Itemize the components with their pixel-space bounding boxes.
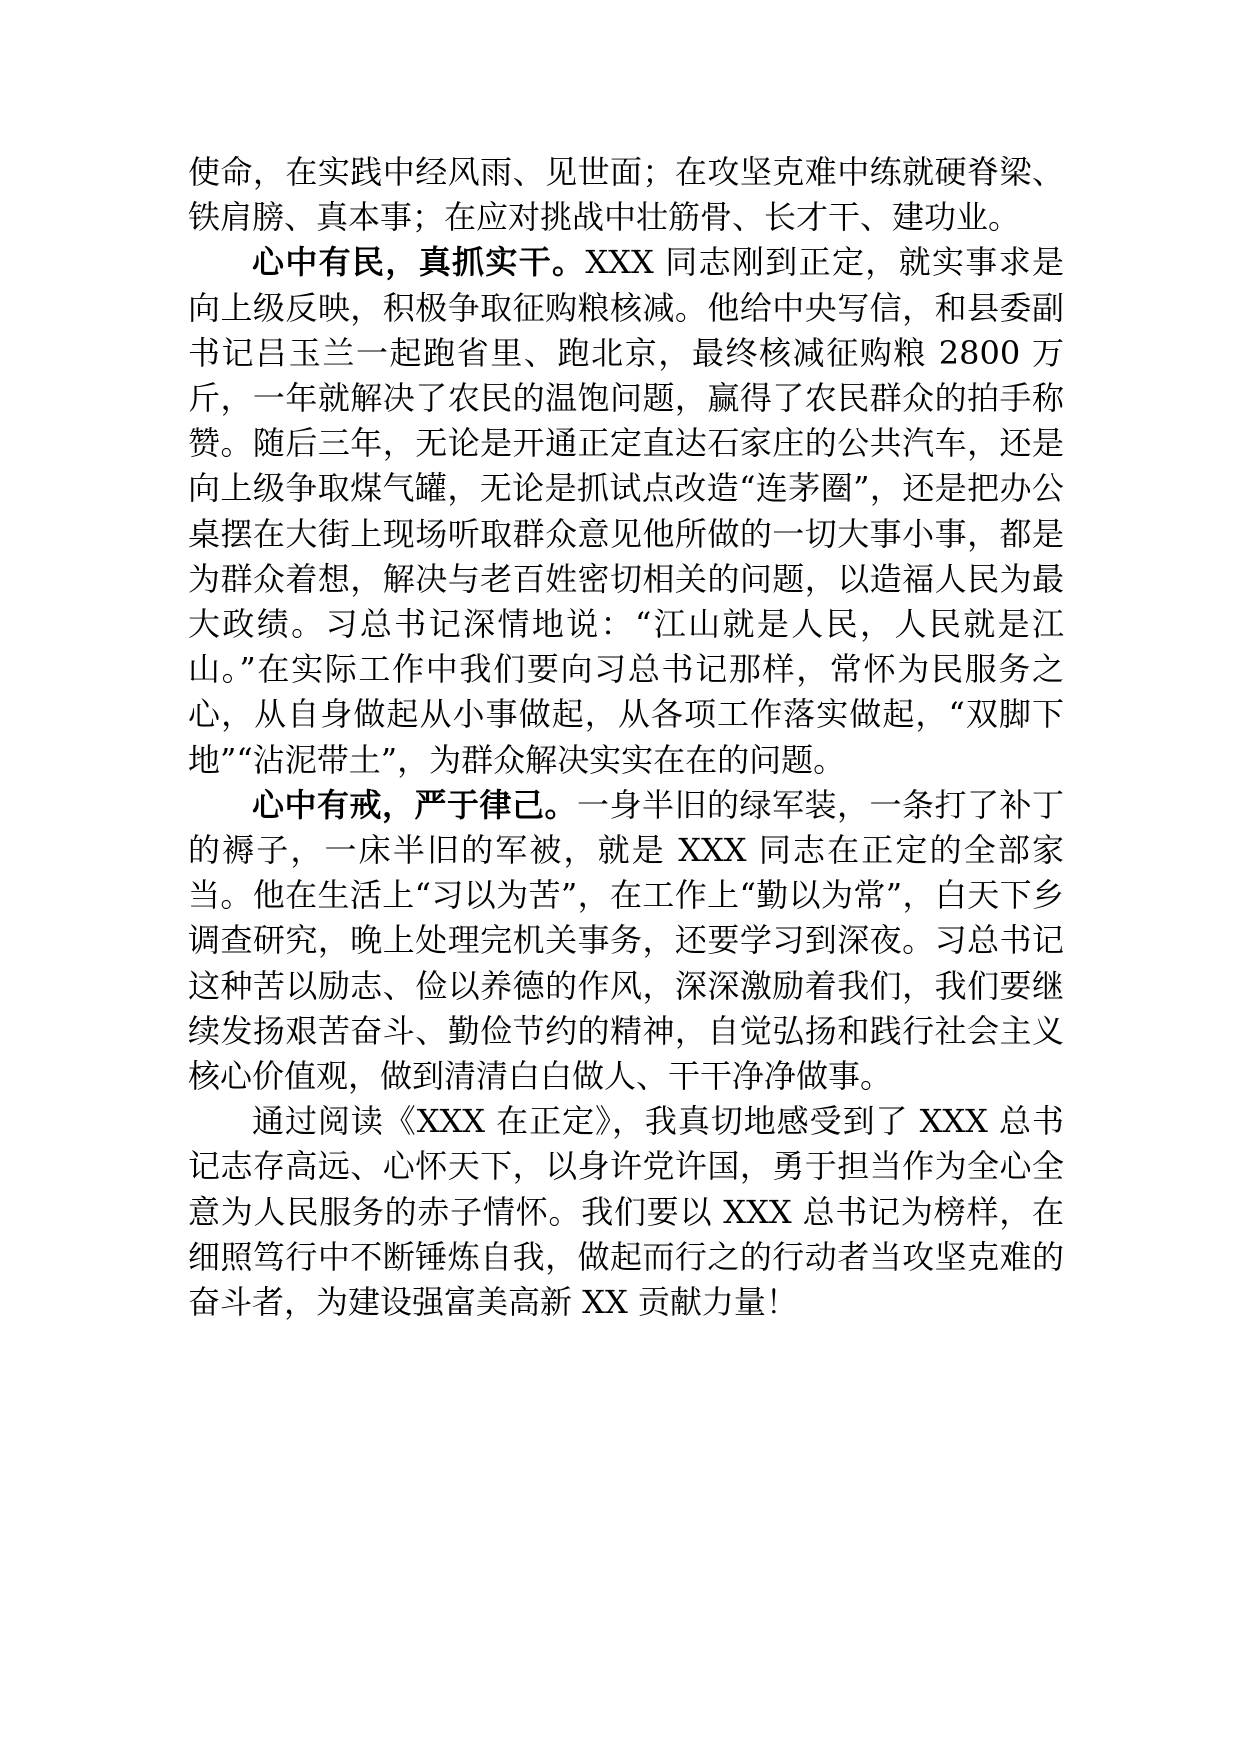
document-body: [188, 150, 1064, 1325]
paragraph-continuation: [188, 150, 1064, 240]
paragraph-text: 一身半旧的绿军装，一条打了补丁的褥子，一床半旧的军被，就是 XXX 同志在正定的全部家当。他在生活上“习以为苦”，在工作上“勤以为常”，白天下乡调查研究，晚上处理完机关事务，还要学习到深夜。习总书记这种苦以励志、俭以养德的作风，深深激励着我们，我们要继续发扬艰苦奋斗、勤俭节约的精神，自觉弘扬和践行社会主义核心价值观，做到清清白白做人、干干净净做事。: [188, 785, 1064, 1096]
paragraph-people-first: [188, 240, 1064, 782]
paragraph-conclusion: [188, 1099, 1064, 1325]
paragraph-text: XXX 同志刚到正定，就实事求是向上级反映，积极争取征购粮核减。他给中央写信，和县委副书记吕玉兰一起跑省里、跑北京，最终核减征购粮 2800 万斤，一年就解决了农民的温饱问题，赢得了农民群众的拍手称赞。随后三年，无论是开通正定直达石家庄的公共汽车，还是向上级争取煤气罐，无论是抓试点改造“连茅圈”，还是把办公桌摆在大街上现场听取群众意见他所做的一切大事小事，都是为群众着想，解决与老百姓密切相关的问题，以造福人民为最大政绩。习总书记深情地说：“江山就是人民，人民就是江山。”在实际工作中我们要向习总书记那样，常怀为民服务之心，从自身做起从小事做起，从各项工作落实做起，“双脚下地”“沾泥带土”，为群众解决实实在在的问题。: [188, 243, 1064, 779]
paragraph-text: 通过阅读《XXX 在正定》，我真切地感受到了 XXX 总书记志存高远、心怀天下，以身许党许国，勇于担当作为全心全意为人民服务的赤子情怀。我们要以 XXX 总书记为榜样，在细照笃行中不断锤炼自我，做起而行之的行动者当攻坚克难的奋斗者，为建设强富美高新 XX 贡献力量！: [188, 1102, 1064, 1322]
paragraph-text: 使命，在实践中经风雨、见世面；在攻坚克难中练就硬脊梁、铁肩膀、真本事；在应对挑战中壮筋骨、长才干、建功业。: [188, 153, 1064, 237]
paragraph-heading: 心中有戒，严于律己。: [252, 785, 577, 824]
paragraph-self-discipline: [188, 783, 1064, 1099]
paragraph-heading: 心中有民，真抓实干。: [252, 243, 586, 282]
